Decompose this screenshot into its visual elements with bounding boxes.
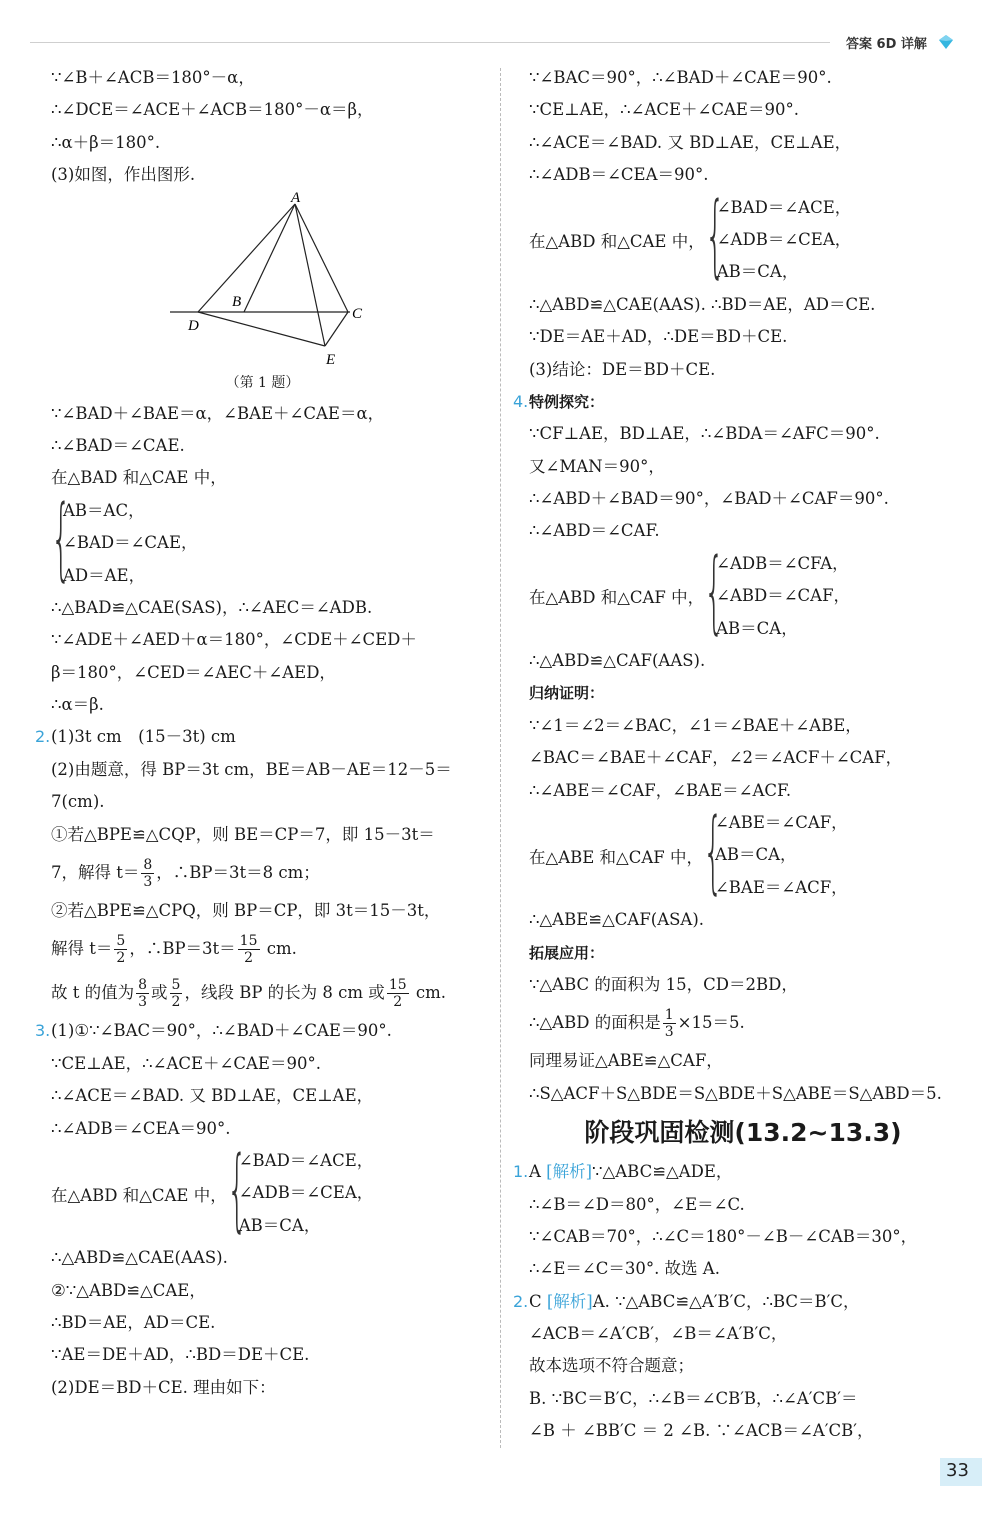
text-line: ∵CE⊥AE，∴∠ACE＋∠CAE＝90°. bbox=[51, 1053, 321, 1073]
text-line: ∴α＝β. bbox=[51, 695, 104, 715]
label-a: A bbox=[291, 191, 301, 206]
system-line: AB＝CA， bbox=[714, 845, 797, 865]
fraction: $\frac{5}{2}$ bbox=[116, 933, 126, 967]
text-line: ∴BD＝AE，AD＝CE. bbox=[51, 1312, 216, 1332]
analysis-tag: [解析] bbox=[546, 1291, 593, 1311]
text-line: 在△BAD 和△CAE 中， bbox=[51, 468, 227, 488]
text-line: ∴△ABD≌△CAE(AAS). ∴BD＝AE，AD＝CE. bbox=[529, 294, 876, 314]
text-line: ①若△BPE≌△CQP，则 BE＝CP＝7，即 15－3t＝ bbox=[51, 824, 435, 844]
text-line: ∴∠ADB＝∠CEA＝90°. bbox=[529, 165, 709, 185]
text-line: (3)如图，作出图形. bbox=[51, 165, 196, 185]
text-line: ∵∠1＝∠2＝∠BAC，∠1＝∠BAE＋∠ABE， bbox=[529, 715, 862, 735]
label-d: D bbox=[188, 317, 199, 334]
text-line: ∴∠E＝∠C＝30°. 故选 A. bbox=[529, 1259, 720, 1279]
right-column bbox=[513, 62, 973, 1448]
text-line: ∵∠CAB＝70°，∴∠C＝180°－∠B－∠CAB＝30°， bbox=[529, 1226, 918, 1246]
label-e: E bbox=[326, 351, 336, 368]
system-line: AB＝CA， bbox=[716, 618, 798, 638]
system-line: ∠BAD＝∠ACE， bbox=[238, 1150, 374, 1170]
system-line: AB＝AC， bbox=[63, 500, 145, 520]
system-line: AD＝AE， bbox=[63, 565, 146, 585]
fraction: $\frac{5}{2}$ bbox=[171, 977, 181, 1011]
equation-system: 在△ABD 和△CAE 中， { ∠BAD＝∠ACE， ∠ADB＝∠CEA， AB＝CA， bbox=[529, 183, 852, 289]
text-line: ∴△BAD≌△CAE(SAS)，∴∠AEC＝∠ADB. bbox=[51, 597, 373, 617]
text-line: ∵∠B＋∠ACB＝180°－α， bbox=[51, 68, 255, 87]
text-line: ∠B ＋ ∠BB′C ＝ 2 ∠B. ∵∠ACB＝∠A′CB′， bbox=[529, 1421, 874, 1441]
text-line: ∴∠ACE＝∠BAD. 又 BD⊥AE，CE⊥AE， bbox=[529, 132, 852, 152]
text-line: 同理易证△ABE≌△CAF， bbox=[529, 1051, 723, 1071]
system-line: ∠BAE＝∠ACF， bbox=[714, 877, 848, 897]
equation-system: 在△ABE 和△CAF 中， { ∠ABE＝∠CAF， AB＝CA， ∠BAE＝∠ACF， bbox=[529, 798, 848, 904]
system-line: ∠ADB＝∠CEA， bbox=[716, 229, 852, 249]
question-number: 3. bbox=[35, 1021, 51, 1041]
system-line: ∠ABD＝∠CAF， bbox=[716, 586, 851, 606]
brace-icon: { bbox=[704, 183, 725, 289]
text-line: ∴∠ACE＝∠BAD. 又 BD⊥AE，CE⊥AE， bbox=[51, 1086, 374, 1106]
brace-icon: { bbox=[702, 798, 723, 904]
text-line: ∴∠DCE＝∠ACE＋∠ACB＝180°－α＝β， bbox=[51, 100, 374, 120]
text-line: ∵∠ADE＋∠AED＋α＝180°，∠CDE＋∠CED＋ bbox=[51, 630, 417, 650]
figure-caption: （第 1 题） bbox=[225, 374, 300, 391]
subheading: 拓展应用： bbox=[529, 943, 605, 962]
text-line: ②若△BPE≌△CPQ，则 BP＝CP，即 3t＝15－3t， bbox=[51, 901, 441, 921]
analysis-tag: [解析] bbox=[546, 1162, 593, 1182]
equation-system: 在△ABD 和△CAE 中， { ∠BAD＝∠ACE， ∠ADB＝∠CEA， AB＝CA， bbox=[51, 1136, 374, 1242]
text-line: 7，解得 t＝ $\frac{8}{3}$ ，∴BP＝3t＝8 cm； bbox=[51, 857, 320, 891]
text-line: β＝180°，∠CED＝∠AEC＋∠AED， bbox=[51, 662, 336, 682]
question-3: 3.(1)①∵∠BAC＝90°，∴∠BAD＋∠CAE＝90°. bbox=[35, 1015, 490, 1047]
brace-icon: { bbox=[51, 486, 72, 592]
text-line: ∵CF⊥AE，BD⊥AE，∴∠BDA＝∠AFC＝90°. bbox=[529, 424, 880, 444]
system-line: AB＝CA， bbox=[716, 262, 799, 282]
left-column bbox=[35, 62, 490, 1404]
column-divider bbox=[500, 68, 501, 1448]
geometry-figure bbox=[35, 192, 490, 398]
text-line: ∴∠B＝∠D＝80°，∠E＝∠C. bbox=[529, 1194, 745, 1214]
text-line: ∠ACB＝∠A′CB′，∠B＝∠A′B′C， bbox=[529, 1324, 788, 1344]
question-number: 1. bbox=[513, 1162, 529, 1182]
text-line: 又∠MAN＝90°， bbox=[529, 456, 665, 476]
triangle-diagram bbox=[160, 192, 380, 372]
fraction: $\frac{15}{2}$ bbox=[239, 933, 258, 967]
text-line: ∵AE＝DE＋AD，∴BD＝DE＋CE. bbox=[51, 1345, 310, 1365]
text-line: ∵△ABC 的面积为 15，CD＝2BD， bbox=[529, 974, 798, 994]
text-line: ∵DE＝AE＋AD，∴DE＝BD＋CE. bbox=[529, 327, 788, 347]
equation-system: 在△ABD 和△CAF 中， { ∠ADB＝∠CFA， ∠ABD＝∠CAF， AB＝CA， bbox=[529, 539, 851, 645]
text-line: ∴∠ABD＝∠CAF. bbox=[529, 521, 660, 541]
system-line: ∠BAD＝∠CAE， bbox=[63, 533, 198, 553]
fraction: $\frac{8}{3}$ bbox=[138, 977, 148, 1011]
text-line: (2)DE＝BD＋CE. 理由如下： bbox=[51, 1377, 276, 1397]
text-line: ∴∠ABD＋∠BAD＝90°，∠BAD＋∠CAF＝90°. bbox=[529, 489, 889, 509]
gem-icon bbox=[938, 34, 954, 50]
text-line: ∴△ABE≌△CAF(ASA). bbox=[529, 910, 705, 930]
text-line: ∴∠BAD＝∠CAE. bbox=[51, 435, 185, 455]
question-number: 4. bbox=[513, 391, 529, 411]
text-line: 故本选项不符合题意； bbox=[529, 1356, 694, 1376]
text-line: ∴∠ABE＝∠CAF，∠BAE＝∠ACF. bbox=[529, 780, 792, 800]
label-c: C bbox=[352, 305, 363, 322]
question-number: 2. bbox=[35, 727, 51, 747]
fraction: $\frac{1}{3}$ bbox=[664, 1007, 674, 1041]
header-label: 答案 6D 详解 bbox=[846, 37, 927, 52]
text-line: ∴△ABD≌△CAE(AAS). bbox=[51, 1248, 228, 1268]
text-line: ∴∠ADB＝∠CEA＝90°. bbox=[51, 1118, 231, 1138]
stage-question-1: 1.A [解析]∵△ABC≌△ADE， bbox=[513, 1156, 973, 1188]
equation-system bbox=[35, 486, 490, 592]
text-line: ∵CE⊥AE，∴∠ACE＋∠CAE＝90°. bbox=[529, 100, 799, 120]
text-line: ∴△ABD≌△CAF(AAS). bbox=[529, 651, 706, 671]
text-line: B. ∵BC＝B′C，∴∠B＝∠CB′B，∴∠A′CB′＝ bbox=[529, 1388, 858, 1408]
subheading: 归纳证明： bbox=[529, 684, 605, 703]
header-rule bbox=[30, 42, 830, 43]
question-number: 2. bbox=[513, 1291, 529, 1311]
question-2: 2.(1)3t cm (15－3t) cm bbox=[35, 721, 490, 753]
text-line: ∴S△ACF＋S△BDE＝S△BDE＋S△ABE＝S△ABD＝5. bbox=[529, 1083, 942, 1103]
text-line: ∵∠BAC＝90°，∴∠BAD＋∠CAE＝90°. bbox=[529, 68, 832, 87]
text-line: ∴α＋β＝180°. bbox=[51, 132, 161, 152]
page-number: 33 bbox=[946, 1460, 969, 1481]
fraction: $\frac{8}{3}$ bbox=[143, 857, 153, 891]
fraction: $\frac{15}{2}$ bbox=[388, 977, 407, 1011]
system-line: ∠ABE＝∠CAF， bbox=[714, 812, 848, 832]
text-line: (2)由题意，得 BP＝3t cm，BE＝AB－AE＝12－5＝ bbox=[51, 759, 452, 779]
system-line: ∠ADB＝∠CEA， bbox=[238, 1183, 374, 1203]
text-line: ∴△ABD 的面积是 $\frac{1}{3}$ ×15＝5. bbox=[529, 1007, 745, 1041]
stage-question-2: 2.C [解析]A. ∵△ABC≌△A′B′C，∴BC＝B′C， bbox=[513, 1286, 973, 1318]
system-line: AB＝CA， bbox=[238, 1215, 321, 1235]
question-4: 4.特例探究： bbox=[513, 386, 973, 418]
system-line: ∠BAD＝∠ACE， bbox=[716, 197, 852, 217]
text-line: 故 t 的值为 $\frac{8}{3}$ 或 $\frac{5}{2}$ ，线段 BP 的长为 8 cm 或 $\frac{15}{2}$ cm. bbox=[51, 977, 447, 1011]
text-line: ∵∠BAD＋∠BAE＝α，∠BAE＋∠CAE＝α， bbox=[51, 403, 385, 423]
text-line: 7(cm). bbox=[51, 792, 105, 812]
section-title: 阶段巩固检测(13.2~13.3) bbox=[584, 1118, 902, 1148]
brace-icon: { bbox=[704, 539, 725, 645]
label-b: B bbox=[232, 293, 242, 310]
system-line: ∠ADB＝∠CFA， bbox=[716, 553, 849, 573]
text-line: ∠BAC＝∠BAE＋∠CAF，∠2＝∠ACF＋∠CAF， bbox=[529, 748, 903, 768]
text-line: (3)结论：DE＝BD＋CE. bbox=[529, 359, 716, 379]
text-line: 解得 t＝ $\frac{5}{2}$ ，∴BP＝3t＝ $\frac{15}{2}$ cm. bbox=[51, 933, 297, 967]
brace-icon: { bbox=[226, 1136, 247, 1242]
text-line: ②∵△ABD≌△CAE， bbox=[51, 1280, 206, 1300]
